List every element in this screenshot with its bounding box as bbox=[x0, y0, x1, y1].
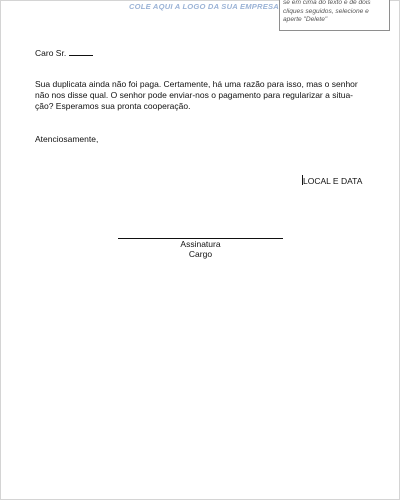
instruction-line: se em cima do texto e dê dois bbox=[283, 0, 371, 7]
recipient-name-blank[interactable] bbox=[69, 47, 93, 56]
position-label: Cargo bbox=[188, 249, 213, 259]
closing: Atenciosamente, bbox=[35, 134, 99, 144]
body-line: não nos disse qual. O senhor pode enviar-nos o pagamento para regularizar a situa- bbox=[35, 90, 353, 101]
local-date-field[interactable] bbox=[302, 175, 362, 187]
greeting bbox=[35, 47, 93, 59]
instruction-line: aperte "Delete" bbox=[283, 16, 328, 24]
body-line: ção? Esperamos sua pronta cooperação. bbox=[35, 101, 191, 112]
greeting-text: Caro Sr. bbox=[35, 48, 67, 58]
letter-body bbox=[35, 79, 367, 113]
instruction-line: cliques seguidos, selecione e bbox=[283, 7, 369, 15]
signature-label: Assinatura bbox=[180, 239, 221, 249]
instruction-note[interactable] bbox=[279, 0, 390, 31]
logo-placeholder[interactable]: COLE AQUI A LOGO DA SUA EMPRESA bbox=[129, 2, 279, 11]
local-date-text: LOCAL E DATA bbox=[303, 176, 363, 186]
body-line: Sua duplicata ainda não foi paga. Certamente, há uma razão para isso, mas o senhor bbox=[35, 79, 358, 89]
